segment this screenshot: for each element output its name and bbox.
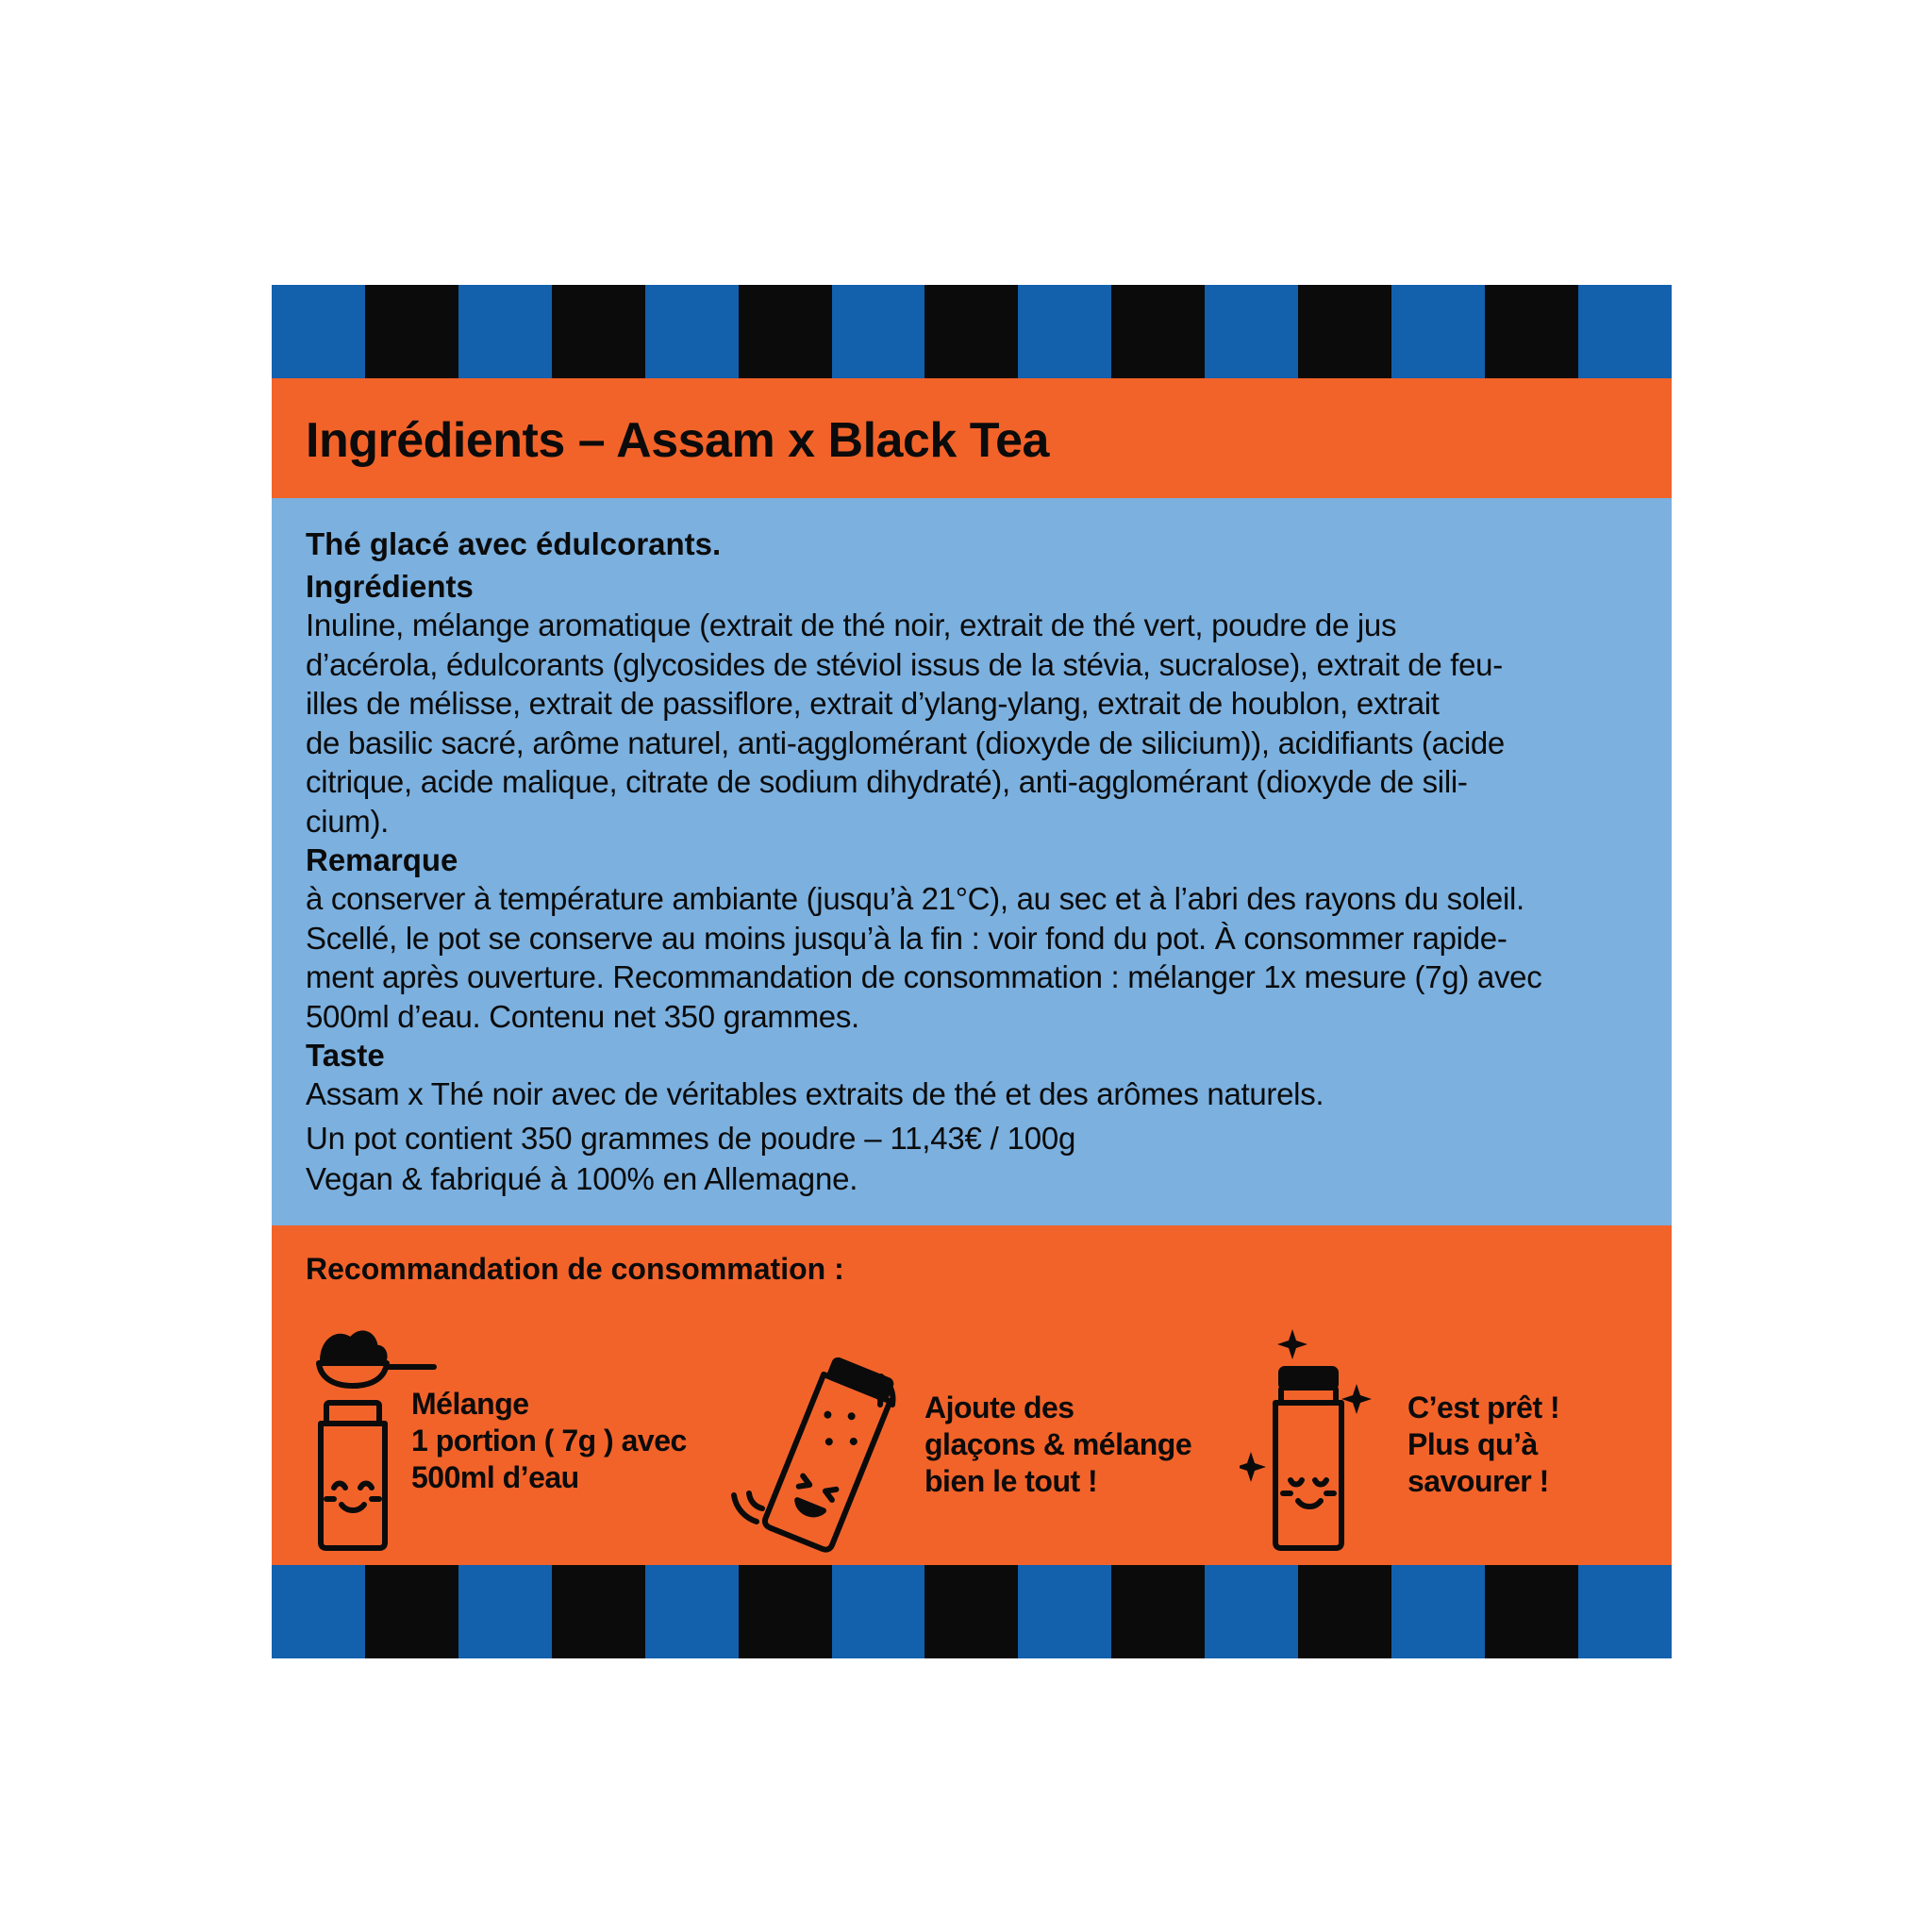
stripe-block (1205, 285, 1298, 378)
stripe-block (552, 1565, 645, 1658)
info-panel (272, 498, 1672, 1225)
page-title: Ingrédients – Assam x Black Tea (306, 413, 1049, 468)
stripe-block (458, 1565, 552, 1658)
stripe-block (1018, 285, 1111, 378)
stripe-block (924, 285, 1018, 378)
stripe-block (1391, 1565, 1485, 1658)
ingredients-text (306, 606, 1638, 841)
stripe-block (1205, 1565, 1298, 1658)
stripe-block (832, 1565, 925, 1658)
stripe-block (1485, 285, 1578, 378)
stripe-block (365, 1565, 458, 1658)
stripe-block (645, 285, 739, 378)
taste-text: Assam x Thé noir avec de véritables extraits de thé et des arômes naturels. (306, 1076, 1324, 1111)
sparkling-bottle-icon (1240, 1329, 1391, 1556)
ingredients-line: citrique, acide malique, citrate de sodium dihydraté), anti-agglomérant (dioxyde de sili- (306, 764, 1468, 799)
remark-line: à conserver à température ambiante (jusqu’à 21°C), au sec et à l’abri des rayons du soleil. (306, 881, 1524, 916)
top-stripe-band (272, 285, 1672, 378)
shaking-bottle-icon (715, 1348, 923, 1556)
remark-line: Scellé, le pot se conserve au moins jusqu’à la fin : voir fond du pot. À consommer rapide- (306, 920, 1507, 956)
ingredients-line: Inuline, mélange aromatique (extrait de thé noir, extrait de thé vert, poudre de jus (306, 608, 1397, 642)
step-2-text: Ajoute des glaçons & mélange bien le tout ! (924, 1391, 1192, 1498)
ingredients-line: d’acérola, édulcorants (glycosides de stéviol issus de la stévia, sucralose), extrait de feu- (306, 646, 1503, 682)
stripe-block (1578, 285, 1672, 378)
remark-line: ment après ouverture. Recommandation de consommation : mélanger 1x mesure (7g) avec (306, 959, 1542, 994)
stripe-block (645, 1565, 739, 1658)
taste-heading: Taste (306, 1038, 385, 1073)
remark-heading: Remarque (306, 842, 458, 877)
stripe-block (1111, 1565, 1205, 1658)
stripe-block (832, 285, 925, 378)
pot-text: Un pot contient 350 grammes de poudre – 11,43€ / 100g (306, 1120, 1076, 1156)
recommendation-panel (272, 1225, 1672, 1565)
recommendation-title: Recommandation de consommation : (306, 1252, 844, 1286)
remark-line: 500ml d’eau. Contenu net 350 grammes. (306, 998, 859, 1034)
stripe-block (365, 285, 458, 378)
stripe-block (272, 285, 365, 378)
stripe-block (1298, 285, 1391, 378)
remark-text (306, 879, 1638, 1036)
stripe-block (1485, 1565, 1578, 1658)
stripe-block (924, 1565, 1018, 1658)
product-label-card (272, 285, 1672, 1658)
stripe-block (1578, 1565, 1672, 1658)
stripe-block (552, 285, 645, 378)
ingredients-line: cium). (306, 803, 390, 839)
product-type: Thé glacé avec édulcorants. (306, 526, 722, 561)
stripe-block (1391, 285, 1485, 378)
stripe-block (1111, 285, 1205, 378)
ingredients-line: de basilic sacré, arôme naturel, anti-agglomérant (dioxyde de silicium)), acidifiants (acide (306, 724, 1505, 760)
stripe-block (739, 1565, 832, 1658)
ingredients-line: illes de mélisse, extrait de passiflore, extrait d’ylang-ylang, extrait de houblon, extrait (306, 686, 1440, 721)
title-band (272, 378, 1672, 498)
vegan-text: Vegan & fabriqué à 100% en Allemagne. (306, 1160, 858, 1196)
stripe-block (1298, 1565, 1391, 1658)
step-3-text: C’est prêt ! Plus qu’à savourer ! (1407, 1391, 1560, 1498)
stripe-block (1018, 1565, 1111, 1658)
stripe-block (458, 285, 552, 378)
stripe-block (272, 1565, 365, 1658)
stripe-block (739, 285, 832, 378)
bottom-stripe-band (272, 1565, 1672, 1658)
info-content (306, 525, 1638, 1199)
ingredients-heading: Ingrédients (306, 569, 474, 604)
step-1-text: Mélange 1 portion ( 7g ) avec 500ml d’eau (411, 1387, 687, 1494)
